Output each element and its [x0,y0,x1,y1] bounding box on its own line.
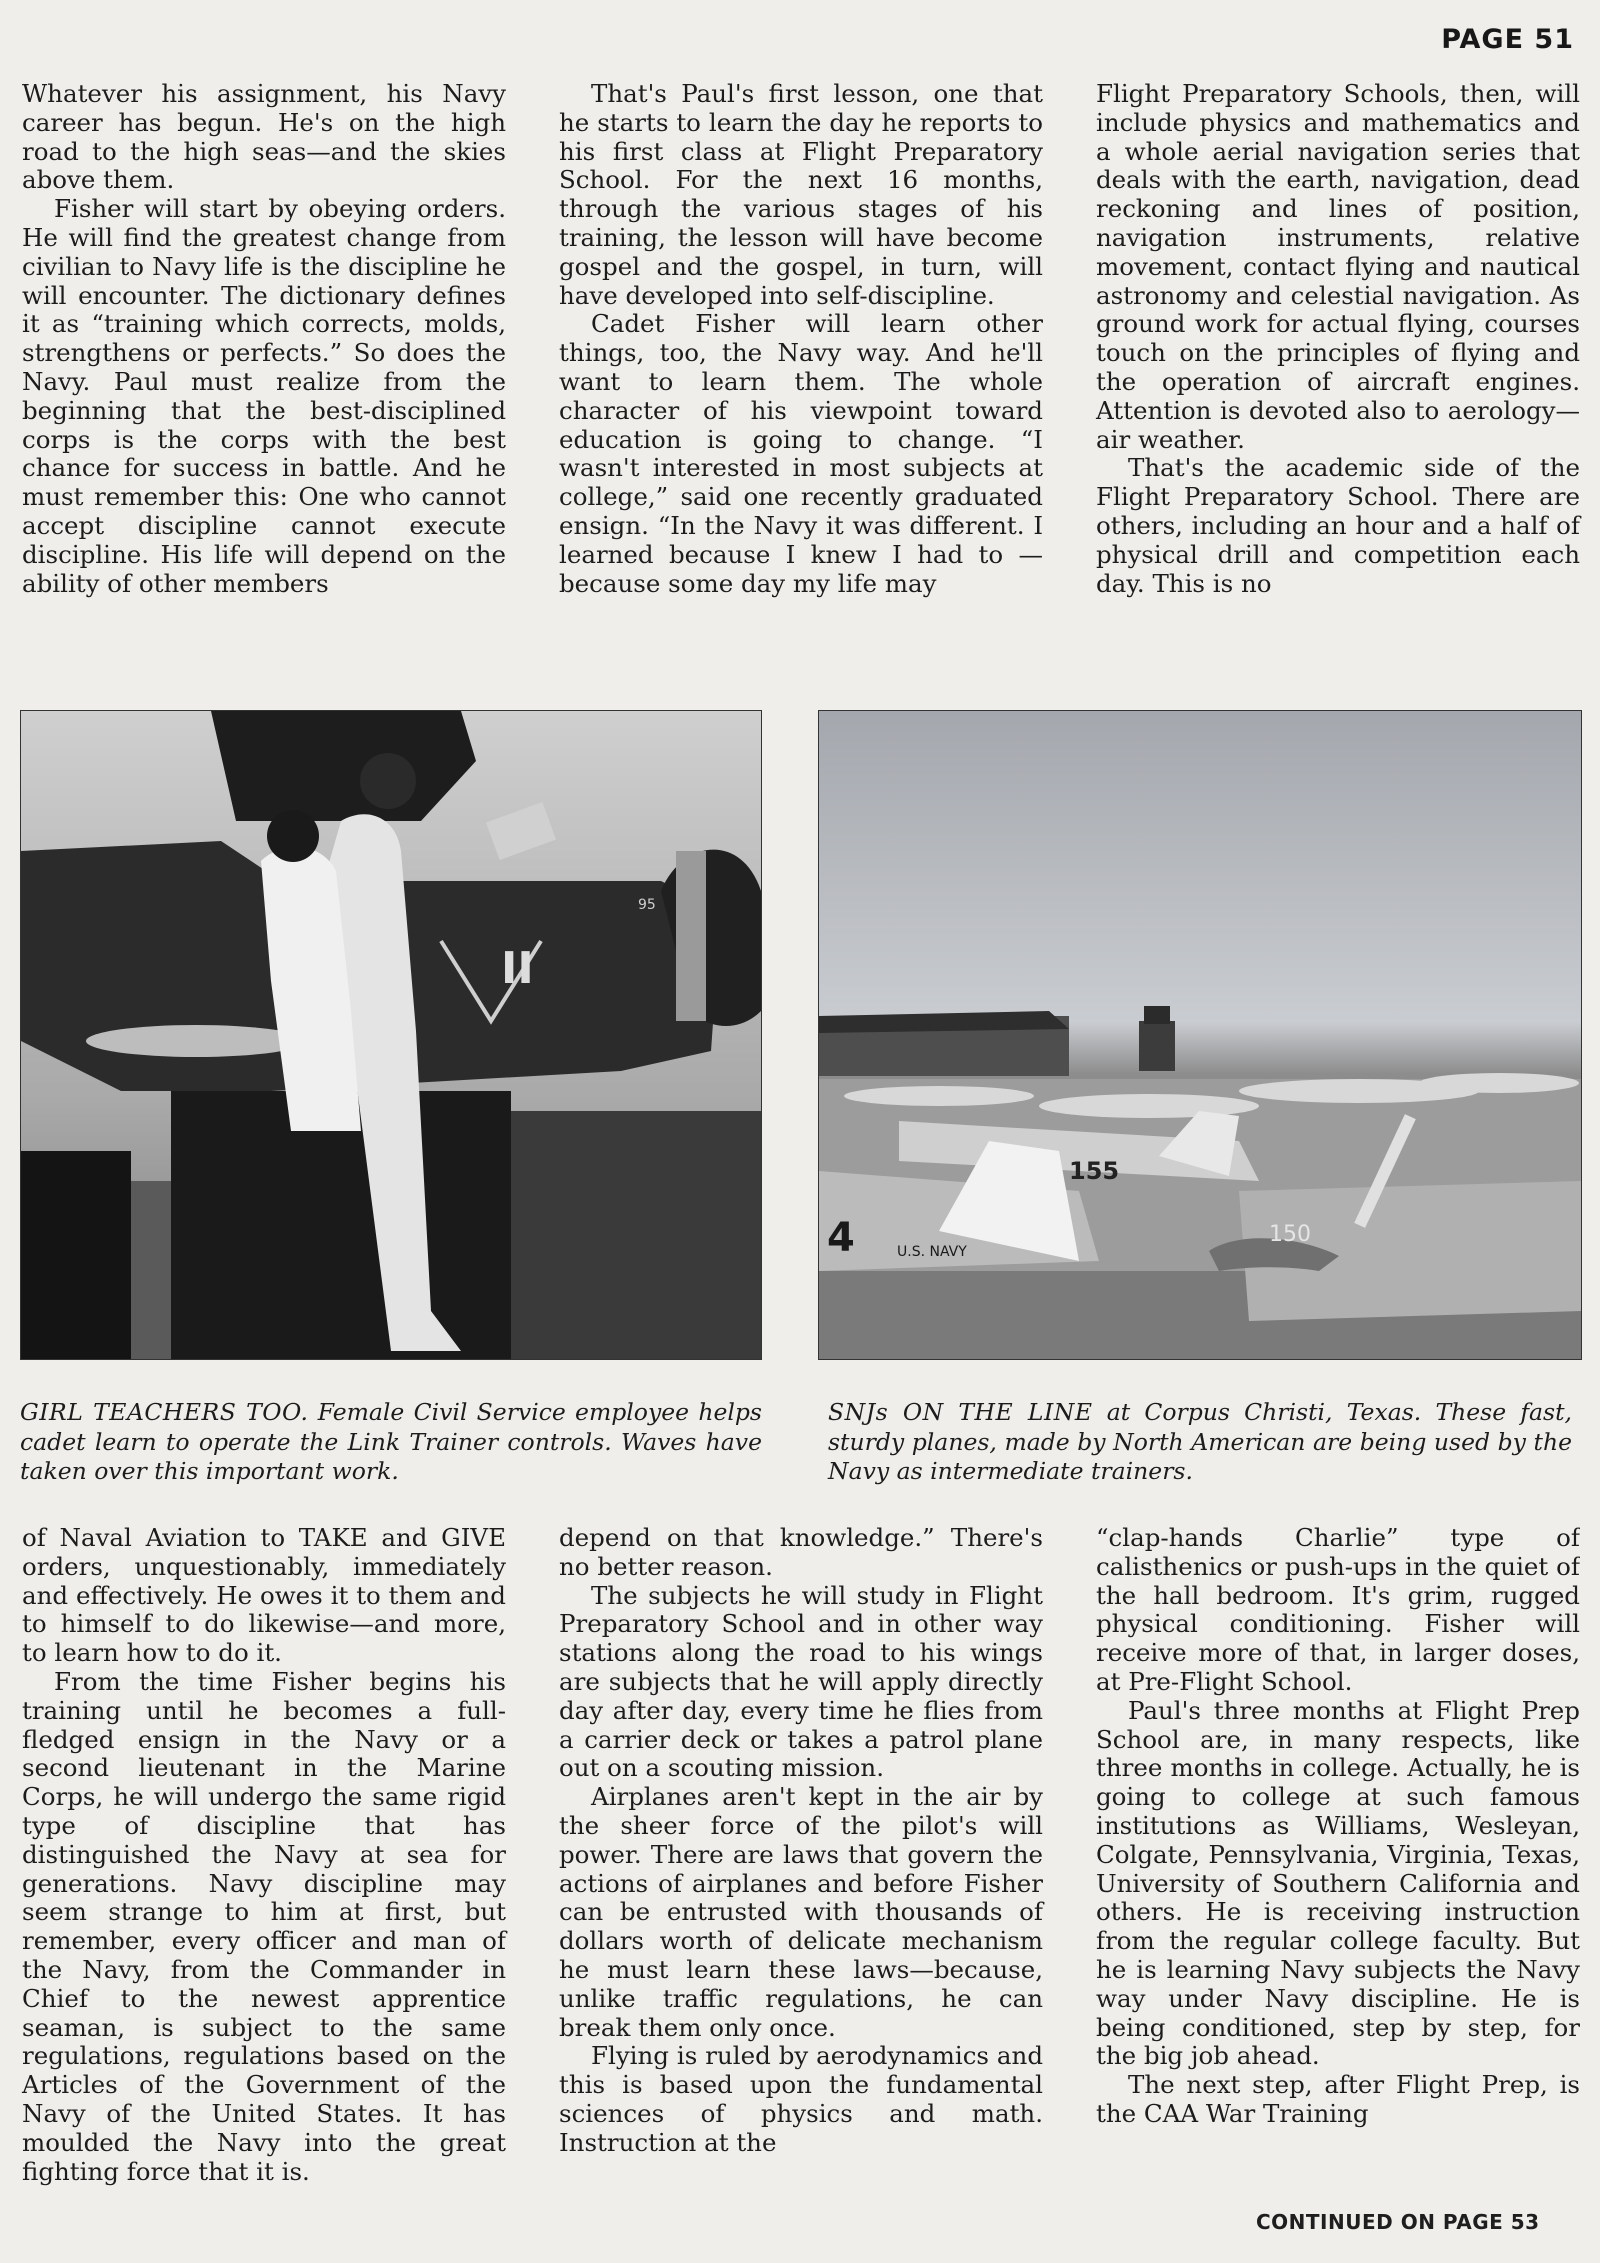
paragraph: depend on that knowledge.” There's no better reason. [559,1523,1043,1581]
caption-body: at Corpus Christi, Texas. These fast, sturdy planes, made by North American are being used by the Navy as intermediate trainers. [828,1398,1572,1485]
paragraph: Flight Preparatory Schools, then, will include physics and mathematics and a whole aerial navigation series that deals with the earth, navigation, dead reckoning and lines of position, navigation instruments, relative movement, contact flying and nautical astronomy and celestial navigation. As ground work for actual flying, courses touch on the principles of flying and the operation of aircraft engines. Attention is devoted also to aerology—air weather. [1096,79,1580,454]
page-number: PAGE 51 [1441,24,1574,55]
paragraph: Airplanes aren't kept in the air by the sheer force of the pilot's will power. There are laws that govern the actions of airplanes and before Fisher can be entrusted with thousands of dollars worth of delicate mechanism he must learn these laws—because, unlike traffic regulations, he can break them only once. [559,1782,1043,2042]
paragraph: of Naval Aviation to TAKE and GIVE orders, unquestionably, immediately and effectively. He owes it to them and to himself to do likewise—and more, to learn how to do it. [22,1523,506,1668]
continued-on-page: CONTINUED ON PAGE 53 [1256,2210,1540,2234]
paragraph: The next step, after Flight Prep, is the CAA War Training [1096,2070,1580,2128]
paragraph: From the time Fisher begins his training until he becomes a full-fledged ensign in the Navy or a second lieutenant in the Marine Corps, he will undergo the same rigid type of discipline that has distinguished the Navy at sea for generations. Navy discipline may seem strange to him at first, but remember, every officer and man of the Navy, from the Commander in Chief to the newest apprentice seaman, is subject to the same regulations, regulations based on the Articles of the Government of the Navy of the United States. It has moulded the Navy into the great fighting force that it is. [22,1666,506,2186]
paragraph: Flying is ruled by aerodynamics and this is based upon the fundamental sciences of physics and math. Instruction at the [559,2041,1043,2157]
text-column-2-bottom [559,1524,1043,2158]
plane-marking-us-navy: U.S. NAVY [897,1244,967,1260]
paragraph: Paul's three months at Flight Prep School are, in many respects, like three months in college. Actually, he is going to college at such famous institutions as Williams, Wesleyan, Colgate, Pennsylvania, Virginia, Texas, University of Southern California and others. He is receiving instruction from the regular college faculty. But he is learning Navy subjects the Navy way under Navy discipline. He is being conditioned, step by step, for the big job ahead. [1096,1695,1580,2071]
paragraph: That's the academic side of the Flight Preparatory School. There are others, including an hour and a half of physical drill and competition each day. This is no [1096,453,1580,598]
caption-body: Female Civil Service employee helps cadet learn to operate the Link Trainer controls. Waves have taken over this important work. [20,1398,762,1485]
plane-marking-150: 150 [1269,1222,1311,1247]
text-column-3-bottom [1096,1524,1580,2204]
paragraph: Whatever his assignment, his Navy career has begun. He's on the high road to the high seas—and the skies above them. [22,79,506,195]
plane-marking-4: 4 [827,1215,855,1261]
paragraph: The subjects he will study in Flight Preparatory School and in other way stations along the road to his wings are subjects that he will apply directly day after day, every time he flies from a carrier deck or takes a patrol plane out on a scouting mission. [559,1580,1043,1783]
caption-heading: GIRL TEACHERS TOO. [20,1398,309,1426]
paragraph: “clap-hands Charlie” type of calisthenics or push-ups in the quiet of the hall bedroom. It's grim, rugged physical conditioning. Fisher will receive more of that, in larger doses, at Pre-Flight School. [1096,1524,1580,1696]
snj-planes-illustration [819,711,1581,1359]
link-trainer-photo [20,710,762,1360]
caption-right [828,1398,1572,1487]
caption-left [20,1398,762,1487]
text-column-1-bottom [22,1524,506,2186]
caption-heading: SNJs ON THE LINE [828,1398,1093,1426]
text-column-1-top [22,80,506,598]
paragraph: That's Paul's first lesson, one that he starts to learn the day he reports to his first class at Flight Preparatory School. For the next 16 months, through the various stages of his training, the lesson will have become gospel and the gospel, in turn, will have developed into self-discipline. [559,79,1043,310]
link-trainer-illustration [21,711,761,1359]
text-column-3-top [1096,80,1580,598]
text-column-2-top [559,80,1043,598]
snj-planes-photo [818,710,1582,1360]
paragraph: Fisher will start by obeying orders. He will find the greatest change from civilian to Navy life is the discipline he will encounter. The dictionary defines it as “training which corrects, molds, strengthens or perfects.” So does the Navy. Paul must realize from the beginning that the best-disciplined corps is the corps with the best chance for success in battle. And he must remember this: One who cannot accept discipline cannot execute discipline. His life will depend on the ability of other members [22,194,506,598]
fuselage-mark: II [501,943,534,994]
paragraph: Cadet Fisher will learn other things, too, the Navy way. And he'll want to learn them. The whole character of his viewpoint toward education is going to change. “I wasn't interested in most subjects at college,” said one recently graduated ensign. “In the Navy it was different. I learned because I knew I had to —because some day my life may [559,309,1043,598]
fin-number: 95 [638,897,656,913]
plane-marking-155: 155 [1069,1157,1120,1185]
